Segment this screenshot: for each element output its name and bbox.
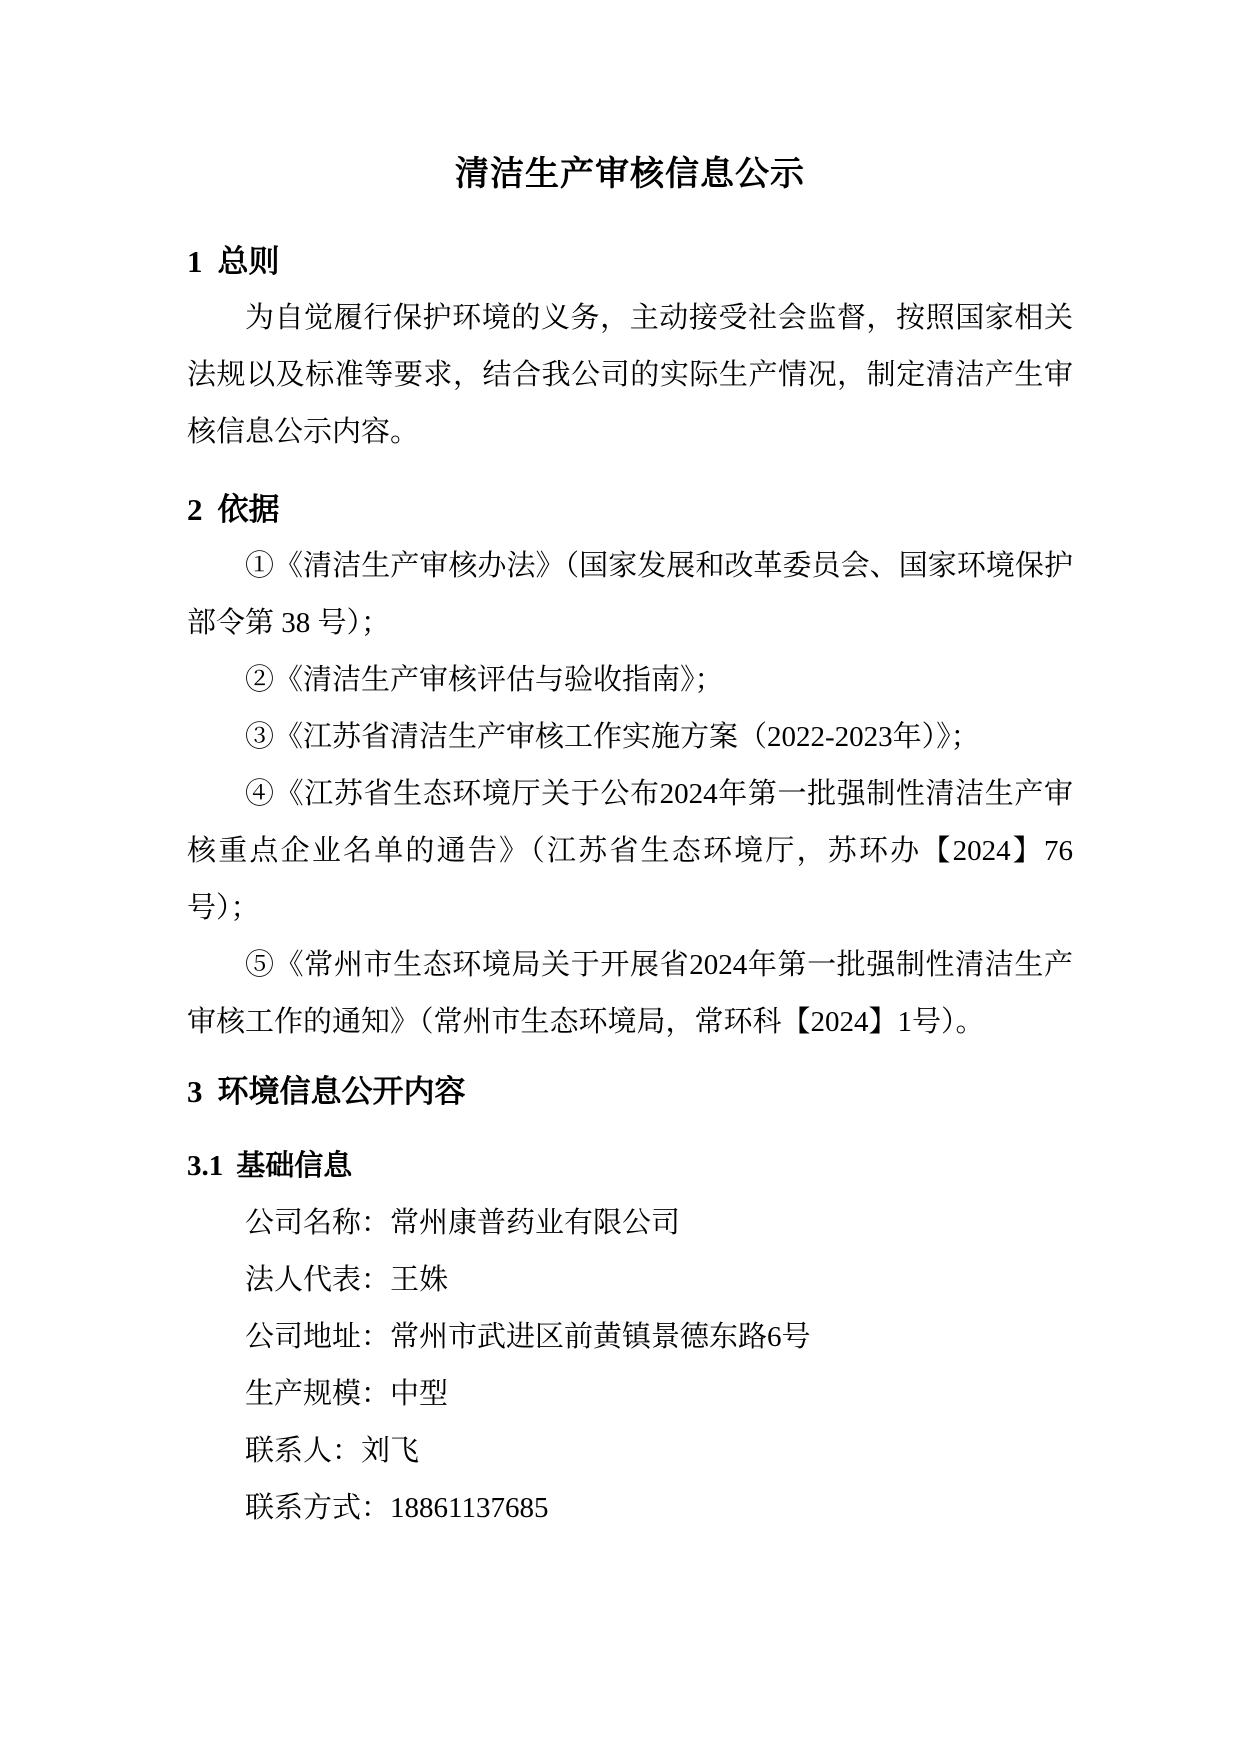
info-field-production-scale-value: 中型 — [390, 1378, 449, 1410]
section-general-number: 1 — [187, 244, 203, 279]
section-disclosure-title: 环境信息公开内容 — [217, 1074, 466, 1109]
section-basis-heading — [187, 481, 1073, 538]
subsection-basic-info-title: 基础信息 — [236, 1150, 353, 1182]
section-basis — [187, 481, 1073, 1051]
document-title: 清洁生产审核信息公示 — [455, 156, 805, 193]
info-field-contact-person-value: 刘飞 — [361, 1435, 420, 1467]
info-field-legal-representative-value: 王姝 — [390, 1264, 449, 1296]
section-general-title: 总则 — [217, 244, 280, 279]
section-general — [187, 233, 1073, 461]
section-basis-number: 2 — [187, 492, 203, 527]
info-field-contact-phone — [187, 1480, 1073, 1537]
info-field-company-address — [187, 1309, 1073, 1366]
basis-item-4: ④《江苏省生态环境厅关于公布2024年第一批强制性清洁生产审核重点企业名单的通告》（江苏省生态环境厅，苏环办【2024】76号）； — [187, 778, 1073, 924]
basis-item-5: ⑤《常州市生态环境局关于开展省2024年第一批强制性清洁生产审核工作的通知》（常州市生态环境局，常环科【2024】1号）。 — [187, 949, 1073, 1038]
info-field-legal-representative — [187, 1252, 1073, 1309]
info-field-company-name-label: 公司名称： — [245, 1207, 391, 1239]
info-field-company-address-label: 公司地址： — [245, 1321, 391, 1353]
section-basis-title: 依据 — [217, 492, 280, 527]
basis-item-2: ②《清洁生产审核评估与验收指南》； — [245, 664, 724, 696]
info-field-contact-person-label: 联系人： — [245, 1435, 362, 1467]
info-field-legal-representative-label: 法人代表： — [245, 1264, 391, 1296]
section-disclosure — [187, 1063, 1073, 1537]
section-general-heading — [187, 233, 1073, 290]
section-disclosure-heading — [187, 1063, 1073, 1120]
basis-item-3: ③《江苏省清洁生产审核工作实施方案（2022-2023年）》； — [245, 721, 980, 753]
subsection-basic-info-heading — [187, 1138, 1073, 1195]
info-field-contact-person — [187, 1423, 1073, 1480]
info-field-company-address-value: 常州市武进区前黄镇景德东路6号 — [390, 1321, 811, 1353]
basis-item-1: ①《清洁生产审核办法》（国家发展和改革委员会、国家环境保护部令第 38 号）； — [187, 550, 1073, 639]
info-field-company-name-value: 常州康普药业有限公司 — [390, 1207, 681, 1239]
info-field-company-name — [187, 1195, 1073, 1252]
info-field-production-scale-label: 生产规模： — [245, 1378, 391, 1410]
info-field-contact-phone-value: 18861137685 — [390, 1492, 549, 1524]
subsection-basic-info-number: 3.1 — [187, 1150, 224, 1182]
section-disclosure-number: 3 — [187, 1074, 203, 1109]
section-general-paragraph: 为自觉履行保护环境的义务，主动接受社会监督，按照国家相关法规以及标准等要求，结合我公司的实际生产情况，制定清洁产生审核信息公示内容。 — [187, 302, 1073, 448]
info-field-production-scale — [187, 1366, 1073, 1423]
info-field-contact-phone-label: 联系方式： — [245, 1492, 391, 1524]
